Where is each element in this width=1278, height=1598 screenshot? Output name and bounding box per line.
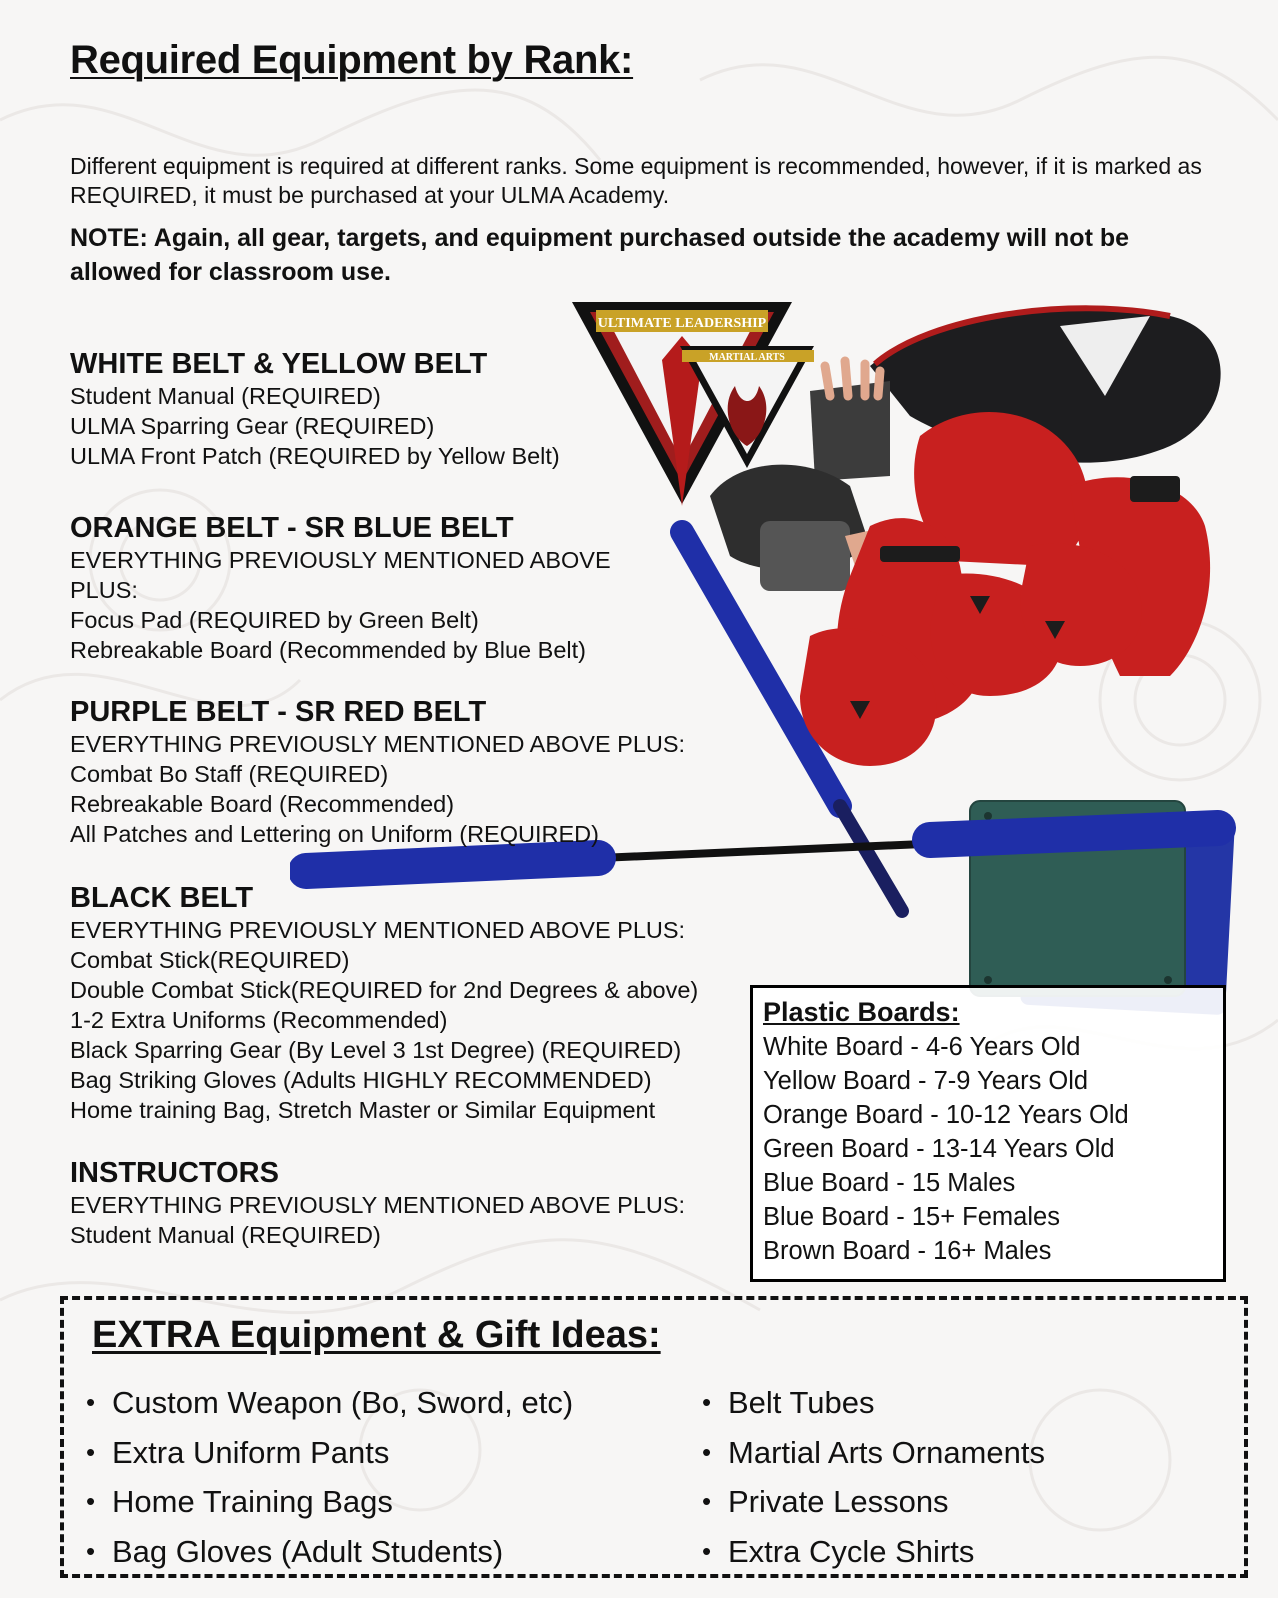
bullet-icon: • [702, 1535, 712, 1566]
page-title: Required Equipment by Rank: [70, 38, 634, 82]
rank-line: Black Sparring Gear (By Level 3 1st Degree) (REQUIRED) [70, 1037, 682, 1063]
rank-line: Focus Pad (REQUIRED by Green Belt) [70, 607, 479, 633]
bullet-icon: • [86, 1436, 96, 1467]
extra-list-left [86, 1378, 573, 1576]
board-line: Green Board - 13-14 Years Old [763, 1135, 1115, 1163]
board-line: Yellow Board - 7-9 Years Old [763, 1067, 1089, 1095]
plastic-boards-box [750, 985, 1226, 1282]
list-item: • Belt Tubes [702, 1378, 1045, 1428]
rank-line: EVERYTHING PREVIOUSLY MENTIONED ABOVE PLUS: [70, 1192, 686, 1218]
extra-list-right [702, 1378, 1045, 1576]
rank-line: Combat Bo Staff (REQUIRED) [70, 761, 389, 787]
rank-line: EVERYTHING PREVIOUSLY MENTIONED ABOVE PLUS: [70, 731, 686, 757]
rank-heading: INSTRUCTORS [70, 1157, 279, 1189]
rank-line: All Patches and Lettering on Uniform (REQUIRED) [70, 821, 599, 847]
rank-section-instructors [70, 1157, 685, 1250]
list-item: • Private Lessons [702, 1477, 1045, 1527]
rank-line: EVERYTHING PREVIOUSLY MENTIONED ABOVE [70, 547, 611, 573]
rank-section-black [70, 882, 698, 1125]
rank-line: Double Combat Stick(REQUIRED for 2nd Degrees & above) [70, 977, 699, 1003]
rank-line: Student Manual (REQUIRED) [70, 383, 381, 409]
rank-line: Student Manual (REQUIRED) [70, 1222, 381, 1248]
bullet-icon: • [86, 1486, 96, 1516]
list-item: • Extra Cycle Shirts [702, 1527, 1045, 1577]
bullet-icon: • [702, 1486, 712, 1516]
rank-section-purple-red [70, 696, 685, 849]
rank-line: Rebreakable Board (Recommended) [70, 791, 455, 817]
bullet-icon: • [702, 1387, 712, 1417]
list-item: • Bag Gloves (Adult Students) [86, 1527, 573, 1577]
bullet-icon: • [86, 1387, 96, 1417]
note-text: NOTE: Again, all gear, targets, and equipment purchased outside the academy will not be allowed for classroom use. [70, 224, 1130, 286]
rank-line: Bag Striking Gloves (Adults HIGHLY RECOMMENDED) [70, 1067, 652, 1093]
list-item: • Extra Uniform Pants [86, 1428, 573, 1478]
bullet-icon: • [86, 1535, 96, 1566]
bullet-icon: • [702, 1436, 712, 1467]
rank-line: Combat Stick(REQUIRED) [70, 947, 350, 973]
extra-equipment-title: EXTRA Equipment & Gift Ideas: [92, 1314, 661, 1356]
board-line: White Board - 4-6 Years Old [763, 1033, 1081, 1061]
list-item: • Martial Arts Ornaments [702, 1428, 1045, 1478]
rank-line: EVERYTHING PREVIOUSLY MENTIONED ABOVE PLUS: [70, 917, 686, 943]
board-line: Brown Board - 16+ Males [763, 1237, 1052, 1265]
rank-heading: WHITE BELT & YELLOW BELT [70, 348, 488, 380]
rank-line: ULMA Sparring Gear (REQUIRED) [70, 413, 435, 439]
rank-line: Home training Bag, Stretch Master or Similar Equipment [70, 1097, 656, 1123]
rank-section-white-yellow [70, 348, 560, 471]
board-line: Orange Board - 10-12 Years Old [763, 1101, 1129, 1129]
rank-heading: BLACK BELT [70, 882, 254, 914]
plastic-boards-title: Plastic Boards: [763, 997, 960, 1027]
rank-heading: ORANGE BELT - SR BLUE BELT [70, 512, 514, 544]
list-item: • Custom Weapon (Bo, Sword, etc) [86, 1378, 573, 1428]
rank-heading: PURPLE BELT - SR RED BELT [70, 696, 487, 728]
rank-line: Rebreakable Board (Recommended by Blue Belt) [70, 637, 586, 663]
rank-line: PLUS: [70, 577, 138, 603]
extra-equipment-box [60, 1296, 1248, 1578]
rank-line: ULMA Front Patch (REQUIRED by Yellow Belt) [70, 443, 560, 469]
rank-line: 1-2 Extra Uniforms (Recommended) [70, 1007, 448, 1033]
board-line: Blue Board - 15+ Females [763, 1203, 1060, 1231]
intro-text: Different equipment is required at different ranks. Some equipment is recommended, however, if it is marked as REQUIRED, it must be purchased at your ULMA Academy. [70, 153, 1202, 208]
rank-section-orange-blue [70, 512, 611, 665]
logo-text-line2: MARTIAL ARTS [709, 352, 785, 363]
list-item: • Home Training Bags [86, 1477, 573, 1527]
board-line: Blue Board - 15 Males [763, 1169, 1016, 1197]
logo-text-line1: ULTIMATE LEADERSHIP [597, 316, 767, 331]
